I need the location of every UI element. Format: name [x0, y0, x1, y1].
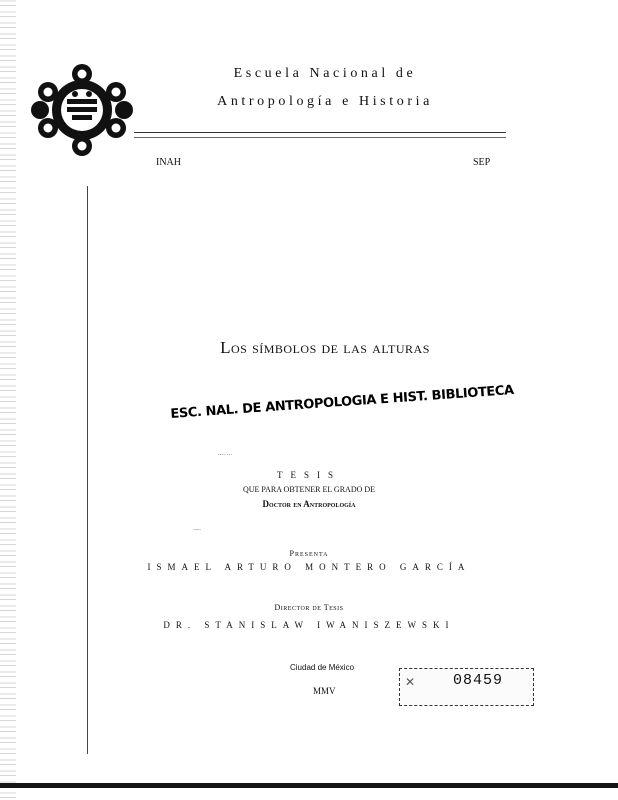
- institution-line2: Antropología e Historia: [217, 94, 433, 109]
- presenter-name: ISMAEL ARTURO MONTERO GARCÍA: [147, 562, 471, 572]
- thesis-label: TESIS: [276, 470, 341, 480]
- inah-label: INAH: [156, 157, 181, 168]
- bottom-scan-bar: [0, 783, 618, 788]
- place-label: Ciudad de México: [290, 663, 355, 672]
- presenter-label: Presenta: [289, 549, 329, 558]
- header-rule: [134, 132, 506, 133]
- decorative-dots: ....: [193, 523, 201, 532]
- sep-label: SEP: [473, 157, 491, 168]
- thesis-title: Los símbolos de las alturas: [220, 338, 430, 357]
- director-label: Director de Tesis: [274, 603, 344, 612]
- thesis-degree: Doctor en Antropología: [262, 499, 356, 509]
- scan-edge: [0, 0, 16, 800]
- institution-line1: Escuela Nacional de: [233, 66, 417, 81]
- inah-seal-icon: [28, 62, 136, 158]
- header-rule-secondary: [134, 137, 506, 138]
- thesis-subtitle: QUE PARA OBTENER EL GRADO DE: [242, 485, 376, 494]
- stamp-dots: .... ...: [218, 449, 232, 457]
- stamp-mark-icon: ✕: [405, 675, 416, 689]
- library-stamp: ESC. NAL. DE ANTROPOLOGIA E HIST. BIBLIOTECA: [170, 383, 515, 422]
- year-label: MMV: [313, 686, 336, 696]
- inventory-number: 08459: [453, 672, 504, 689]
- director-name: DR. STANISLAW IWANISZEWSKI: [163, 620, 455, 630]
